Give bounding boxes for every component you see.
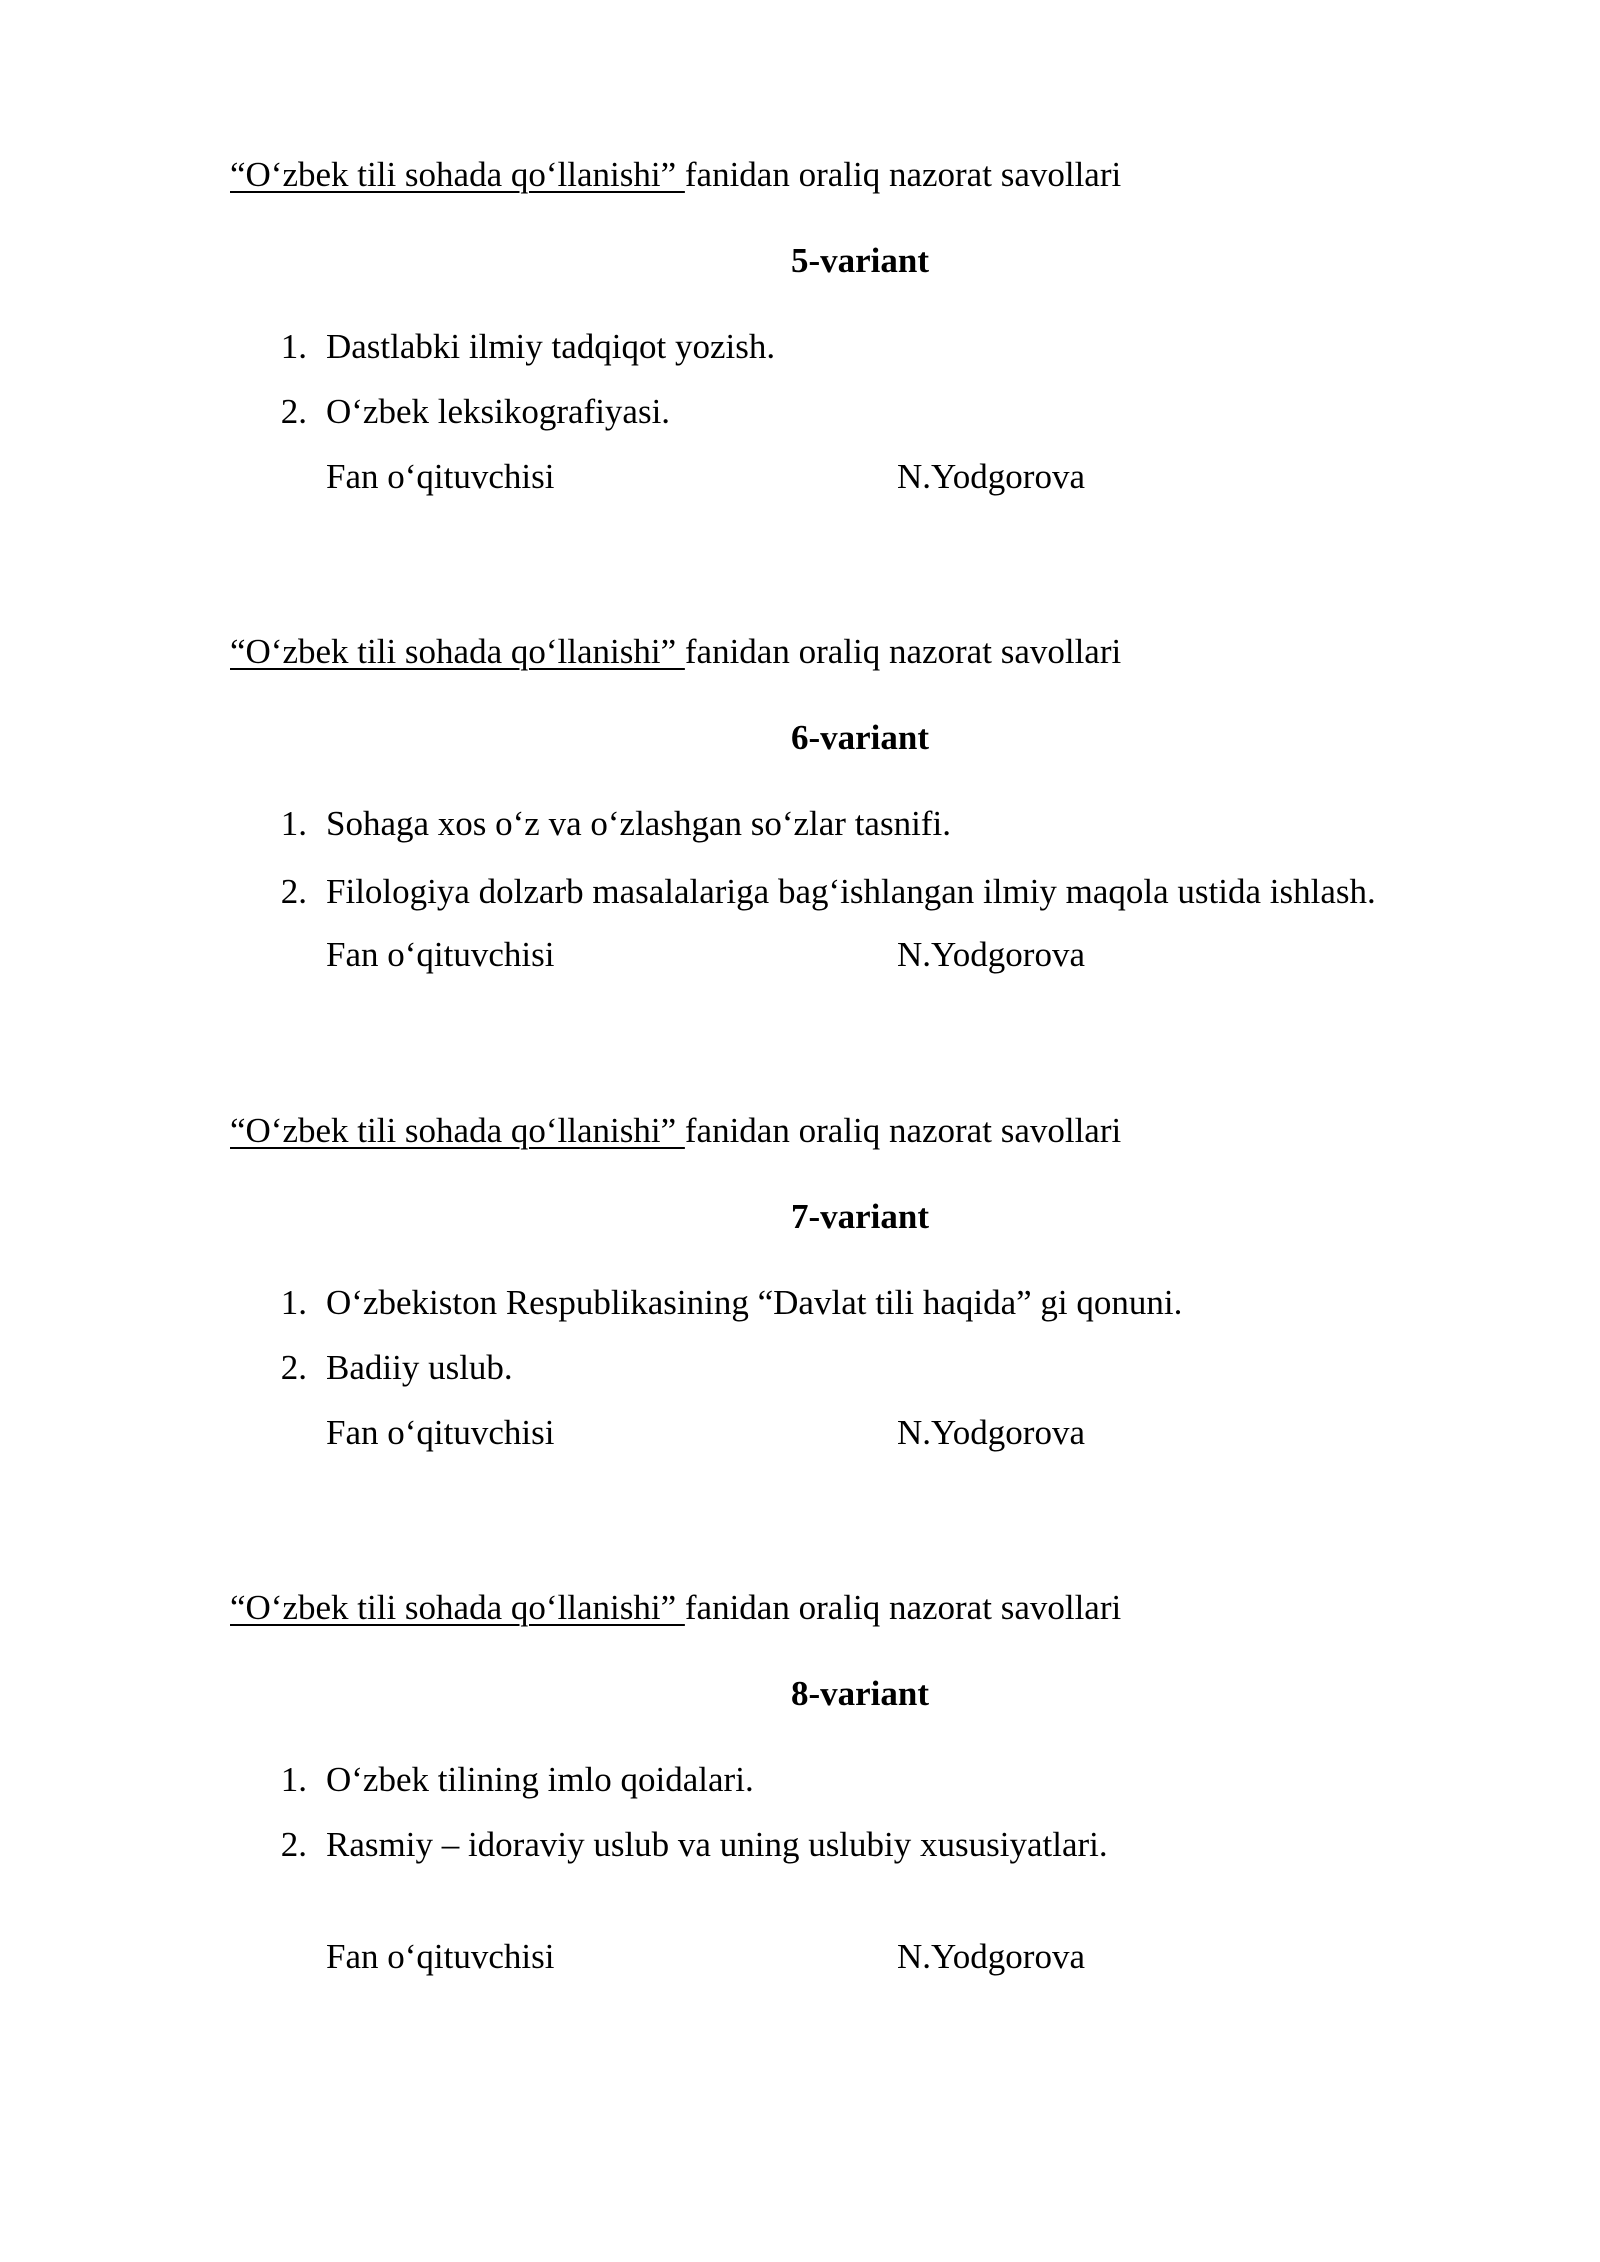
teacher-role: Fan o‘qituvchisi bbox=[326, 1413, 555, 1452]
teacher-role: Fan o‘qituvchisi bbox=[326, 1937, 555, 1976]
question-text: O‘zbek tilining imlo qoidalari. bbox=[326, 1760, 754, 1799]
question-text: O‘zbekiston Respublikasining “Davlat tili haqida” gi qonuni. bbox=[326, 1283, 1183, 1322]
teacher-name: N.Yodgorova bbox=[897, 457, 1085, 496]
teacher-role: Fan o‘qituvchisi bbox=[326, 457, 555, 496]
question-text: Filologiya dolzarb masalalariga bag‘ishlangan ilmiy maqola ustida ishlash. bbox=[326, 872, 1376, 911]
heading-rest: fanidan oraliq nazorat savollari bbox=[684, 1111, 1122, 1150]
teacher-name: N.Yodgorova bbox=[897, 935, 1085, 974]
teacher-name: N.Yodgorova bbox=[897, 1937, 1085, 1976]
question-number: 2. bbox=[280, 392, 307, 431]
question-number: 2. bbox=[280, 872, 307, 911]
question-text: Sohaga xos o‘z va o‘zlashgan so‘zlar tasnifi. bbox=[326, 804, 951, 843]
section-heading bbox=[230, 1111, 1121, 1151]
teacher-role: Fan o‘qituvchisi bbox=[326, 935, 555, 974]
variant-title: 8-variant bbox=[790, 1674, 930, 1713]
section-heading bbox=[230, 1588, 1121, 1628]
question-text: O‘zbek leksikografiyasi. bbox=[326, 392, 671, 431]
variant-title: 5-variant bbox=[790, 241, 930, 280]
variant-title: 6-variant bbox=[790, 718, 930, 757]
subject-title: “O‘zbek tili sohada qo‘llanishi” bbox=[230, 1111, 685, 1150]
subject-title: “O‘zbek tili sohada qo‘llanishi” bbox=[230, 155, 685, 194]
heading-rest: fanidan oraliq nazorat savollari bbox=[684, 632, 1122, 671]
variant-title: 7-variant bbox=[790, 1197, 930, 1236]
subject-title: “O‘zbek tili sohada qo‘llanishi” bbox=[230, 632, 685, 671]
question-number: 2. bbox=[280, 1825, 307, 1864]
question-number: 1. bbox=[280, 1283, 307, 1322]
question-number: 1. bbox=[280, 1760, 307, 1799]
section-heading bbox=[230, 155, 1121, 195]
subject-title: “O‘zbek tili sohada qo‘llanishi” bbox=[230, 1588, 685, 1627]
question-text: Badiiy uslub. bbox=[326, 1348, 513, 1387]
question-text: Rasmiy – idoraviy uslub va uning uslubiy xususiyatlari. bbox=[326, 1825, 1108, 1864]
question-number: 1. bbox=[280, 804, 307, 843]
question-text: Dastlabki ilmiy tadqiqot yozish. bbox=[326, 327, 776, 366]
question-number: 2. bbox=[280, 1348, 307, 1387]
teacher-name: N.Yodgorova bbox=[897, 1413, 1085, 1452]
heading-rest: fanidan oraliq nazorat savollari bbox=[684, 1588, 1122, 1627]
question-number: 1. bbox=[280, 327, 307, 366]
heading-rest: fanidan oraliq nazorat savollari bbox=[684, 155, 1122, 194]
section-heading bbox=[230, 632, 1121, 672]
